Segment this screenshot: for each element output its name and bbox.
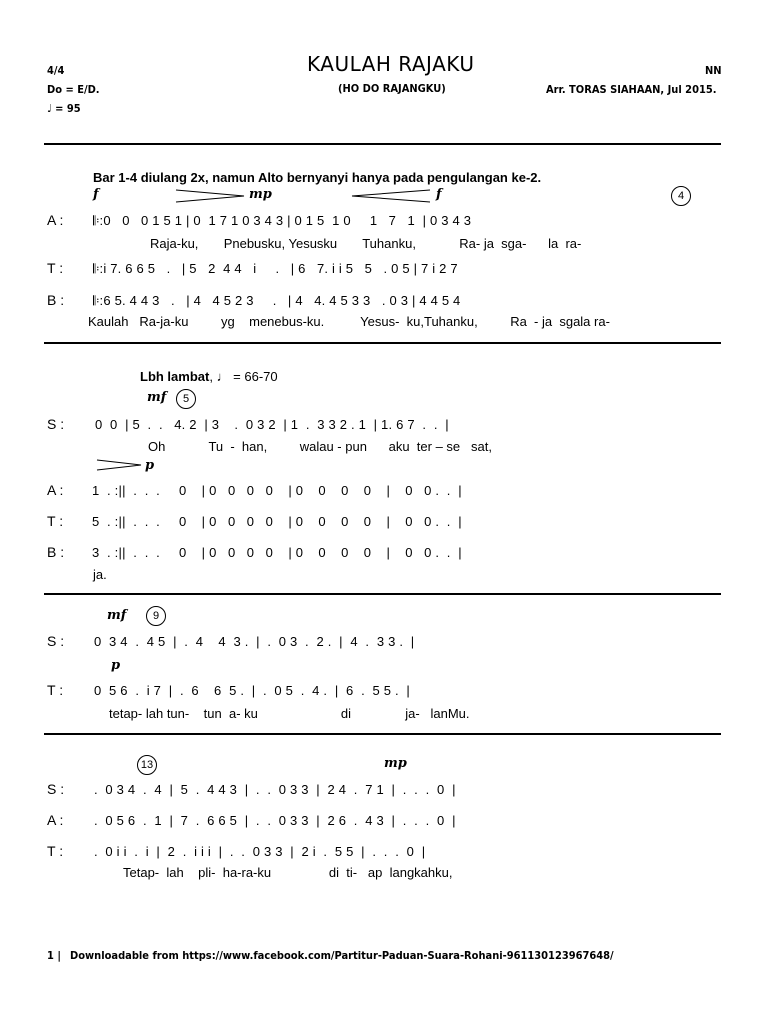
divider [44, 593, 721, 595]
bass-notes: 𝄆:6 5. 4 4 3 . | 4 4 5 2 3 . | 4 4. 4 5 3 3 . 0 3 | 4 4 5 4 [93, 293, 461, 308]
bar-number: 5 [176, 389, 196, 409]
voice-label-alto: A : [47, 212, 64, 228]
song-title: KAULAH RAJAKU [307, 52, 475, 76]
tenor-notes: 5 . :|| . . . 0 | 0 0 0 0 | 0 0 0 0 | 0 0 . . | [92, 514, 462, 529]
bar-number: 9 [146, 606, 166, 626]
crescendo-wedge [352, 190, 432, 202]
tenor-notes: 0 5 6 . i 7 | . 6 6 5 . | . 0 5 . 4 . | 6 . 5 5 . | [94, 683, 411, 698]
download-source: Downloadable from https://www.facebook.com/Partitur-Paduan-Suara-Rohani-961130123967648/ [70, 949, 614, 962]
dynamic-forte: f [436, 187, 442, 202]
voice-label-soprano: S : [47, 633, 65, 649]
alto-notes: 𝄆:0 0 0 1 5 1 | 0 1 7 1 0 3 4 3 | 0 1 5 1 0 1 7 1 | 0 3 4 3 [93, 213, 472, 228]
tenor-notes: 𝄆:i 7. 6 6 5 . | 5 2 4 4 i . | 6 7. i i 5 5 . 0 5 | 7 i 2 7 [93, 261, 458, 276]
lyrics-line: Raja-ku, Pnebusku, Yesusku Tuhanku, Ra- ja sga- la ra- [150, 236, 582, 251]
divider [44, 733, 721, 735]
tempo-change-text: Lbh lambat [140, 369, 210, 384]
voice-label-soprano: S : [47, 416, 65, 432]
decrescendo-wedge [176, 190, 246, 202]
lyrics-line: Kaulah Ra-ja-ku yg menebus-ku. Yesus- ku,Tuhanku, Ra - ja sgala ra- [88, 314, 610, 329]
tenor-notes: . 0 i i . i | 2 . i i i | . . 0 3 3 | 2 i . 5 5 | . . . 0 | [94, 844, 426, 859]
arranger: Arr. TORAS SIAHAAN, Jul 2015. [546, 83, 717, 96]
dynamic-mezzo-forte: mf [107, 608, 127, 623]
voice-label-alto: A : [47, 812, 64, 828]
bar-number: 13 [137, 755, 157, 775]
composer: NN [705, 64, 722, 77]
key-signature: Do = E/D. [47, 83, 100, 96]
voice-label-tenor: T : [47, 513, 64, 529]
tempo-change [140, 369, 278, 384]
tempo-marking: ♩ = 95 [47, 102, 81, 115]
lyrics-line: ja. [93, 567, 107, 582]
tempo-change-value: , ♩ = 66-70 [209, 369, 278, 384]
voice-label-tenor: T : [47, 682, 64, 698]
dynamic-piano: p [145, 458, 155, 473]
soprano-notes: 0 3 4 . 4 5 | . 4 4 3 . | . 0 3 . 2 . | 4 . 3 3 . | [94, 634, 415, 649]
dynamic-mezzo-piano: mp [249, 187, 272, 202]
repeat-instruction: Bar 1-4 diulang 2x, namun Alto bernyanyi hanya pada pengulangan ke-2. [93, 170, 542, 185]
voice-label-soprano: S : [47, 781, 65, 797]
voice-label-bass: B : [47, 544, 65, 560]
divider [44, 342, 721, 344]
dynamic-forte: f [93, 187, 99, 202]
bar-number: 4 [671, 186, 691, 206]
soprano-notes: . 0 3 4 . 4 | 5 . 4 4 3 | . . 0 3 3 | 2 4 . 7 1 | . . . 0 | [94, 782, 456, 797]
bass-notes: 3 . :|| . . . 0 | 0 0 0 0 | 0 0 0 0 | 0 0 . . | [92, 545, 462, 560]
song-subtitle: (HO DO RAJANGKU) [338, 82, 446, 95]
voice-label-tenor: T : [47, 843, 64, 859]
alto-notes: . 0 5 6 . 1 | 7 . 6 6 5 | . . 0 3 3 | 2 6 . 4 3 | . . . 0 | [94, 813, 456, 828]
voice-label-bass: B : [47, 292, 65, 308]
dynamic-mezzo-forte: mf [147, 390, 167, 405]
alto-notes: 1 . :|| . . . 0 | 0 0 0 0 | 0 0 0 0 | 0 0 . . | [92, 483, 462, 498]
dynamic-piano: p [111, 658, 121, 673]
divider [44, 143, 721, 145]
lyrics-line: tetap- lah tun- tun a- ku di ja- lanMu. [109, 706, 470, 721]
page-number: 1 | [47, 949, 61, 962]
voice-label-tenor: T : [47, 260, 64, 276]
lyrics-line: Tetap- lah pli- ha-ra-ku di ti- ap langkahku, [123, 865, 453, 880]
dynamic-mezzo-piano: mp [384, 756, 407, 771]
lyrics-line: Oh Tu - han, walau - pun aku ter – se sat, [148, 439, 492, 454]
soprano-notes: 0 0 | 5 . . 4. 2 | 3 . 0 3 2 | 1 . 3 3 2 . 1 | 1. 6 7 . . | [95, 417, 449, 432]
voice-label-alto: A : [47, 482, 64, 498]
meter: 4/4 [47, 64, 65, 77]
decrescendo-wedge [97, 460, 143, 470]
